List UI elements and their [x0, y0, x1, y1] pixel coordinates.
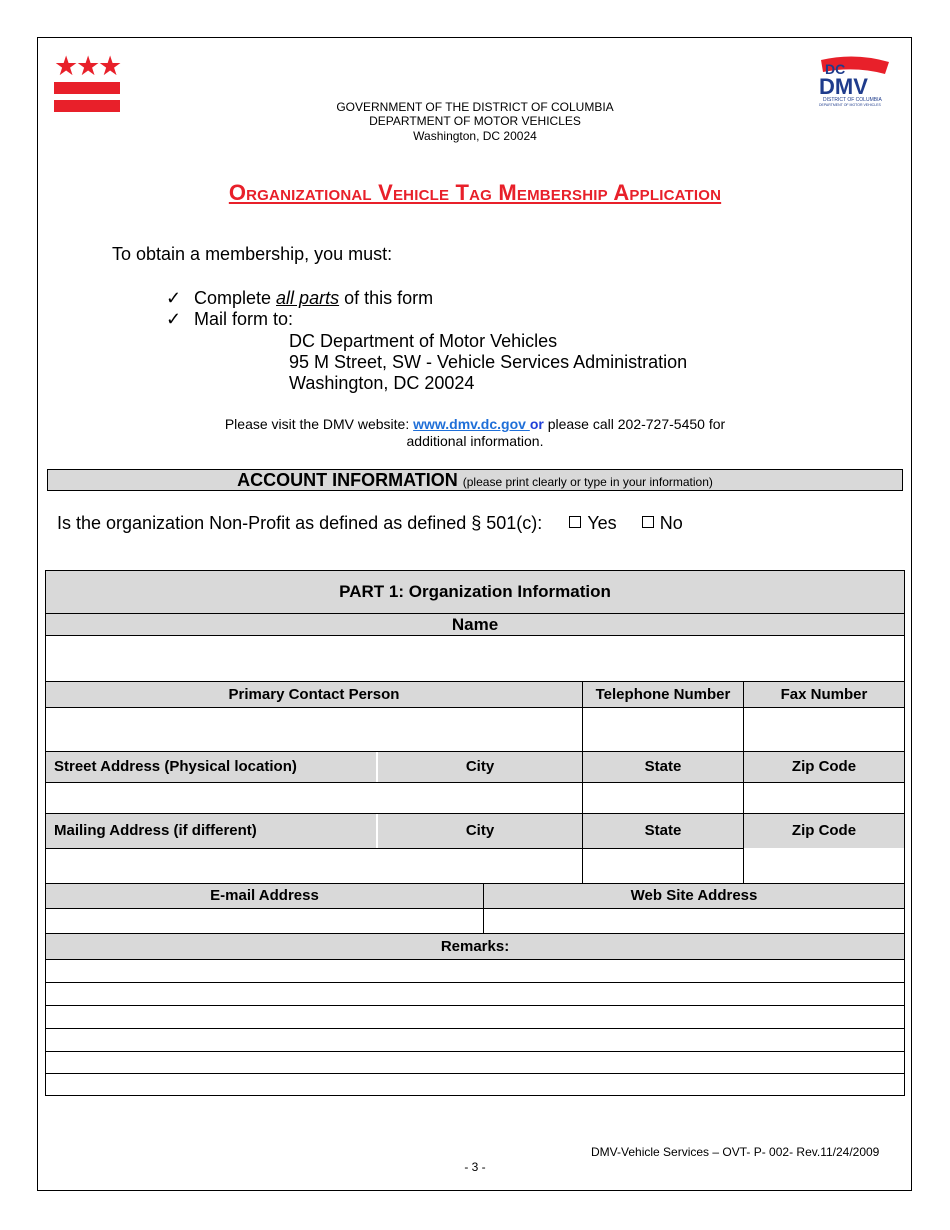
telephone-label: Telephone Number	[583, 682, 743, 707]
email-label: E-mail Address	[46, 884, 483, 908]
star-icon: ★	[54, 51, 79, 81]
name-field[interactable]	[46, 636, 904, 681]
street-address-field[interactable]	[46, 783, 582, 813]
street-zip-field[interactable]	[744, 783, 904, 813]
mailing-state-label: State	[583, 814, 743, 848]
yes-label: Yes	[587, 513, 617, 533]
street-city-label: City	[378, 752, 582, 782]
email-field[interactable]	[46, 909, 483, 933]
organization-info-table	[45, 570, 905, 1096]
street-zip-label: Zip Code	[744, 752, 904, 782]
no-checkbox[interactable]	[642, 516, 654, 528]
no-label: No	[659, 513, 683, 533]
part1-title: PART 1: Organization Information	[46, 571, 904, 613]
header-line-department: DEPARTMENT OF MOTOR VEHICLES	[369, 114, 581, 128]
name-label: Name	[46, 614, 904, 635]
intro-text: To obtain a membership, you must:	[112, 244, 393, 264]
checkmark-icon: ✓	[166, 309, 182, 329]
page-number: - 3 -	[464, 1160, 486, 1174]
fax-label: Fax Number	[744, 682, 904, 707]
primary-contact-field[interactable]	[46, 708, 582, 751]
nonprofit-question: Is the organization Non-Profit as defined as defined § 501(c): Yes No	[57, 513, 683, 533]
mailing-address-line: Washington, DC 20024	[289, 373, 475, 393]
mailing-address-label: Mailing Address (if different)	[46, 814, 376, 848]
header-line-address: Washington, DC 20024	[413, 129, 537, 143]
website-label: Web Site Address	[484, 884, 904, 908]
mailing-address-line: DC Department of Motor Vehicles	[289, 331, 558, 351]
mailing-zip-field[interactable]	[744, 849, 904, 883]
svg-text:DMV: DMV	[819, 74, 868, 99]
mailing-address-field[interactable]	[46, 849, 582, 883]
star-icon: ★	[98, 51, 123, 81]
telephone-field[interactable]	[583, 708, 743, 751]
svg-text:DC: DC	[825, 61, 846, 77]
yes-checkbox[interactable]	[569, 516, 581, 528]
svg-text:DISTRICT OF COLUMBIA: DISTRICT OF COLUMBIA	[823, 97, 882, 103]
star-icon: ★	[76, 51, 101, 81]
checklist-item-mail: ✓ Mail form to:	[166, 309, 294, 329]
form-id: DMV-Vehicle Services – OVT- P- 002- Rev.11/24/2009	[591, 1145, 880, 1159]
fax-field[interactable]	[744, 708, 904, 751]
remarks-label: Remarks:	[46, 934, 904, 959]
form-title: Organizational Vehicle Tag Membership Application	[228, 180, 722, 205]
website-field[interactable]	[484, 909, 904, 933]
visit-info: Please visit the DMV website: www.dmv.dc.gov or please call 202-727-5450 for additional information.	[224, 416, 726, 449]
mailing-zip-label: Zip Code	[744, 814, 904, 848]
primary-contact-label: Primary Contact Person	[46, 682, 582, 707]
checkmark-icon: ✓	[166, 288, 182, 308]
street-state-field[interactable]	[583, 783, 743, 813]
header-line-government: GOVERNMENT OF THE DISTRICT OF COLUMBIA	[336, 100, 614, 114]
svg-text:DEPARTMENT OF MOTOR VEHICLES: DEPARTMENT OF MOTOR VEHICLES	[819, 103, 881, 107]
checklist-item-complete: ✓ Complete all parts of this form	[166, 288, 434, 308]
mailing-city-label: City	[378, 814, 582, 848]
dmv-website-link[interactable]: www.dmv.dc.gov	[413, 416, 530, 432]
account-info-header: ACCOUNT INFORMATION (please print clearly or type in your information)	[47, 469, 903, 491]
mailing-state-field[interactable]	[583, 849, 743, 883]
mailing-address-line: 95 M Street, SW - Vehicle Services Administration	[289, 352, 688, 372]
street-state-label: State	[583, 752, 743, 782]
flag-bar	[54, 82, 120, 94]
street-address-label: Street Address (Physical location)	[46, 752, 376, 782]
